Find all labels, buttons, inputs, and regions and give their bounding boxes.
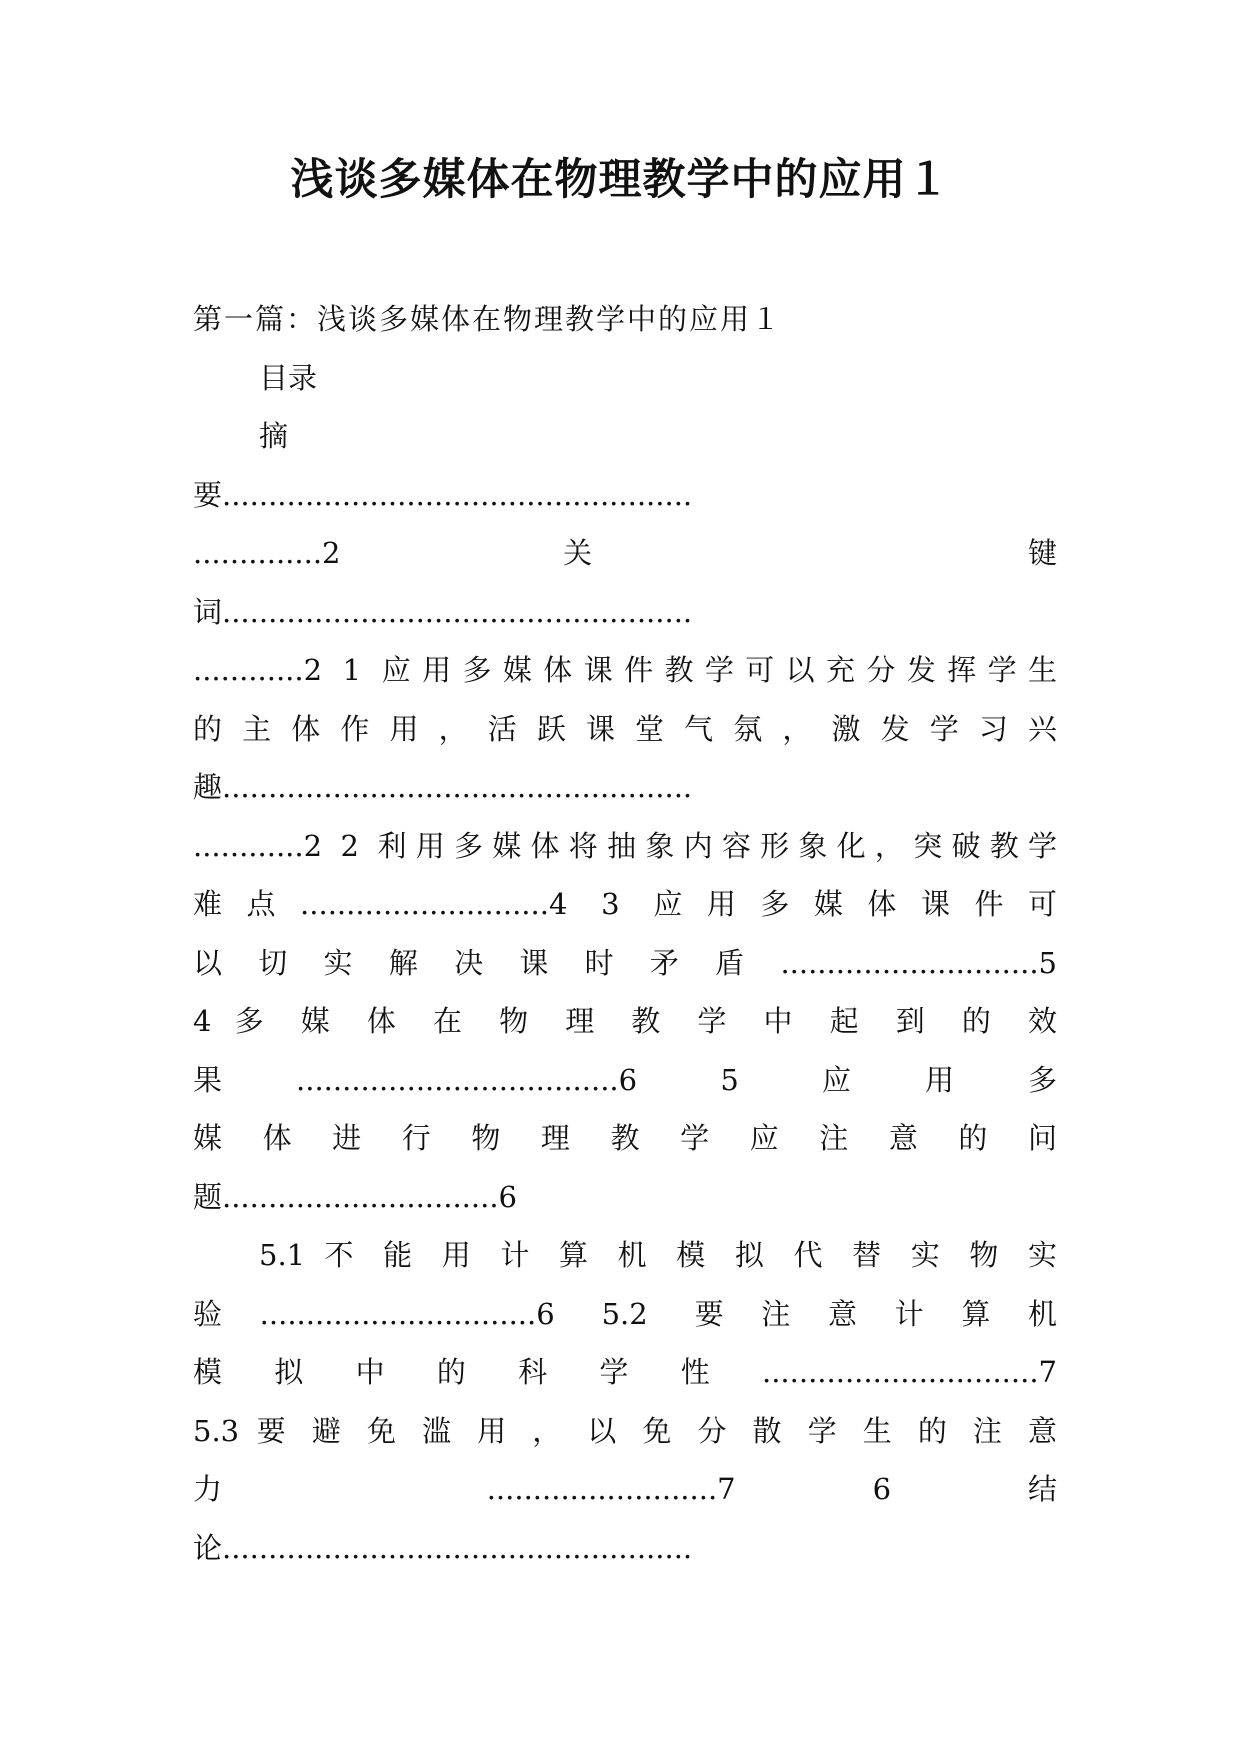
toc-line: 力 .........................7 6 结 [193, 1472, 1057, 1506]
toc-line: 5.1 不 能 用 计 算 机 模 拟 代 替 实 物 实 [259, 1238, 1057, 1272]
toc-line: 摘 [259, 419, 289, 453]
toc-line: 果...................................6 5 应用多 [193, 1062, 1057, 1097]
toc-line: 要................................................... [193, 477, 693, 512]
toc-line: 难点...........................4 3 应用多媒体课件可 [193, 887, 1057, 921]
toc-line: 以切实解决课时矛盾............................5 [193, 945, 1057, 980]
toc-line: 4 多 媒 体 在 物 理 教 学 中 起 到 的 效 [193, 1004, 1057, 1038]
document-title: 浅谈多媒体在物理教学中的应用１ [290, 155, 951, 205]
toc-line: ............2 1 应用多媒体课件教学可以充分发挥学生 [193, 653, 1057, 687]
toc-line: 验..............................6 5.2 要注意计算机 [193, 1296, 1057, 1331]
toc-line: ..............2 关 键 [193, 536, 1057, 570]
toc-line: 词................................................... [193, 594, 693, 629]
toc-heading: 目录 [259, 360, 318, 395]
toc-line: 的 主 体 作 用 ， 活 跃 课 堂 气 氛 ， 激 发 学 习 兴 [193, 711, 1057, 746]
toc-line: 模拟中的科学性..............................7 [193, 1355, 1057, 1389]
toc-line: 5.3 要 避 免 滥 用 ， 以 免 分 散 学 生 的 注 意 [193, 1413, 1057, 1448]
section-heading: 第一篇：浅谈多媒体在物理教学中的应用１ [193, 302, 783, 336]
toc-line: 题..............................6 [193, 1179, 517, 1214]
document-body [193, 290, 1057, 1577]
toc-line: 媒 体 进 行 物 理 教 学 应 注 意 的 问 [193, 1121, 1057, 1155]
toc-line: ............2 2 利用多媒体将抽象内容形象化，突破教学 [193, 828, 1057, 863]
toc-line: 趣................................................... [193, 770, 693, 804]
toc-line: 论................................................... [193, 1530, 693, 1565]
